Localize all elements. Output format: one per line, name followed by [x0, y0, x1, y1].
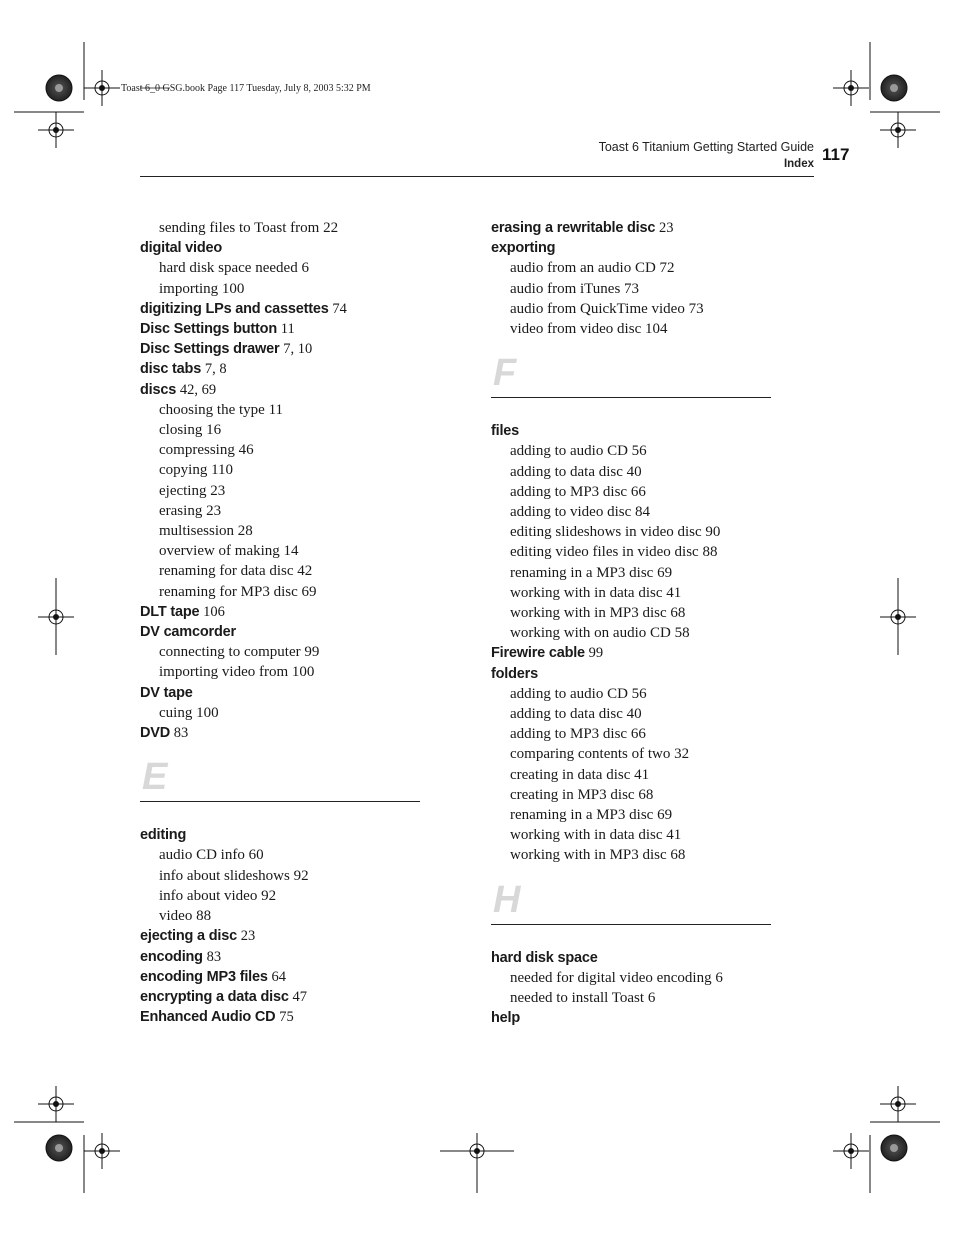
- index-subentry: working with in data disc 41: [510, 827, 682, 844]
- index-column-right: [491, 218, 781, 1029]
- index-subentry: erasing 23: [159, 502, 222, 519]
- index-term: DV tape: [140, 684, 193, 701]
- index-term: encoding MP3 files: [140, 968, 268, 985]
- index-subentry: renaming for MP3 disc 69: [159, 583, 317, 600]
- index-subentry: comparing contents of two 32: [510, 746, 690, 763]
- index-term: DV camcorder: [140, 624, 236, 641]
- index-subentry: adding to audio CD 56: [510, 443, 647, 460]
- index-entry: [491, 664, 781, 684]
- index-pages: 11: [280, 321, 295, 338]
- index-subentry: working with in MP3 disc 68: [510, 605, 686, 622]
- index-term: hard disk space: [491, 949, 598, 966]
- index-subentry: video from video disc 104: [510, 321, 668, 338]
- index-letter-section: [491, 339, 781, 421]
- index-term: encrypting a data disc: [140, 988, 289, 1005]
- index-subentry: working with in data disc 41: [510, 584, 682, 601]
- index-subentry: creating in data disc 41: [510, 766, 650, 783]
- index-term: Enhanced Audio CD: [140, 1009, 276, 1026]
- index-subentry: cuing 100: [159, 704, 219, 721]
- index-subentry: editing video files in video disc 88: [510, 544, 718, 561]
- index-term: Firewire cable: [491, 645, 585, 662]
- header-rule: [140, 176, 814, 177]
- index-subentry: closing 16: [159, 422, 222, 439]
- index-entry: [491, 1008, 781, 1028]
- index-pages: 106: [203, 603, 225, 620]
- index-entry: [140, 319, 430, 339]
- index-subentry: audio CD info 60: [159, 847, 264, 864]
- index-term: digitizing LPs and cassettes: [140, 300, 329, 317]
- index-entry: [491, 218, 781, 238]
- index-subentry: adding to MP3 disc 66: [510, 483, 646, 500]
- index-subentry: renaming for data disc 42: [159, 563, 313, 580]
- index-subentry: adding to data disc 40: [510, 463, 642, 480]
- index-term: Disc Settings drawer: [140, 341, 280, 358]
- index-subentry: hard disk space needed 6: [159, 260, 309, 277]
- page-number: 117: [822, 145, 850, 164]
- index-entry: [140, 380, 430, 400]
- index-subentry: choosing the type 11: [159, 401, 284, 418]
- index-subentry: audio from iTunes 73: [510, 280, 640, 297]
- index-subentry: creating in MP3 disc 68: [510, 786, 654, 803]
- index-entry: [140, 238, 430, 258]
- index-pages: 74: [332, 300, 347, 317]
- index-pages: 75: [279, 1009, 294, 1026]
- index-pages: 47: [292, 988, 307, 1005]
- letter-rule: [140, 801, 420, 802]
- index-letter: F: [493, 352, 517, 395]
- index-term: ejecting a disc: [140, 928, 237, 945]
- index-subentry: importing video from 100: [159, 664, 315, 681]
- index-subentry: ejecting 23: [159, 482, 226, 499]
- index-term: DLT tape: [140, 603, 200, 620]
- index-subentry: importing 100: [159, 280, 245, 297]
- index-term: Disc Settings button: [140, 321, 277, 338]
- index-pages: 42, 69: [179, 381, 217, 398]
- index-subentry: compressing 46: [159, 442, 254, 459]
- index-subentry: info about video 92: [159, 887, 277, 904]
- index-subentry: working with in MP3 disc 68: [510, 847, 686, 864]
- index-term: discs: [140, 381, 177, 398]
- index-subentry: adding to audio CD 56: [510, 685, 647, 702]
- index-subentry: multisession 28: [159, 523, 253, 540]
- index-column-left: [140, 218, 430, 1027]
- index-subentry: renaming in a MP3 disc 69: [510, 564, 673, 581]
- index-entry: [140, 299, 430, 319]
- index-entry: [140, 359, 430, 379]
- section-title: Index: [783, 158, 814, 170]
- index-subentry: renaming in a MP3 disc 69: [510, 807, 673, 824]
- index-entry: [140, 987, 430, 1007]
- index-pages: 83: [206, 948, 222, 965]
- index-term: exporting: [491, 240, 556, 257]
- index-term: erasing a rewritable disc: [491, 220, 656, 236]
- index-subentry: connecting to computer 99: [159, 644, 320, 661]
- index-term: disc tabs: [140, 361, 202, 378]
- index-entry: [140, 825, 430, 845]
- index-subentry: editing slideshows in video disc 90: [510, 524, 721, 541]
- guide-title: Toast 6 Titanium Getting Started Guide: [598, 140, 814, 154]
- index-pages: 83: [173, 725, 189, 742]
- index-subentry: adding to video disc 84: [510, 504, 650, 521]
- index-subentry: video 88: [159, 908, 212, 925]
- index-letter: E: [142, 756, 168, 799]
- index-subentry: audio from QuickTime video 73: [510, 300, 704, 317]
- index-letter-section: [140, 743, 430, 825]
- letter-rule: [491, 924, 771, 925]
- index-subentry: sending files to Toast from 22: [159, 220, 339, 236]
- index-term: digital video: [140, 240, 222, 257]
- running-header: [599, 139, 814, 173]
- index-subentry: copying 110: [159, 462, 234, 479]
- index-letter-section: [491, 866, 781, 948]
- index-entry: [140, 339, 430, 359]
- index-term: help: [491, 1010, 521, 1027]
- print-slug: Toast 6_0 GSG.book Page 117 Tuesday, July 8, 2003 5:32 PM: [121, 83, 371, 94]
- index-entry: [140, 926, 430, 946]
- index-term: files: [491, 423, 520, 440]
- index-term: editing: [140, 827, 187, 844]
- index-entry: [140, 967, 430, 987]
- index-pages: 64: [271, 968, 286, 985]
- index-pages: 23: [659, 220, 674, 236]
- index-subentry: needed for digital video encoding 6: [510, 969, 723, 986]
- index-subentry: info about slideshows 92: [159, 867, 309, 884]
- index-subentry: adding to data disc 40: [510, 706, 642, 723]
- index-entry: [491, 643, 781, 663]
- index-entry: [140, 723, 430, 743]
- index-subentry: working with on audio CD 58: [510, 625, 690, 642]
- index-term: encoding: [140, 948, 203, 965]
- index-subentry: needed to install Toast 6: [510, 990, 656, 1007]
- index-entry: [140, 1007, 430, 1027]
- index-entry: [140, 683, 430, 703]
- index-pages: 99: [588, 645, 604, 662]
- index-term: folders: [491, 665, 538, 682]
- index-entry: [140, 602, 430, 622]
- letter-rule: [491, 397, 771, 398]
- index-entry: [491, 948, 781, 968]
- index-entry: [140, 622, 430, 642]
- index-subentry: overview of making 14: [159, 543, 299, 560]
- index-subentry: audio from an audio CD 72: [510, 260, 675, 277]
- index-entry: [491, 238, 781, 258]
- index-pages: 7, 10: [283, 341, 313, 358]
- index-term: DVD: [140, 725, 171, 742]
- index-entry: [491, 421, 781, 441]
- index-pages: 7, 8: [204, 361, 227, 378]
- index-letter: H: [493, 878, 521, 921]
- index-subentry: adding to MP3 disc 66: [510, 726, 646, 743]
- index-pages: 23: [240, 928, 256, 945]
- index-entry: [140, 947, 430, 967]
